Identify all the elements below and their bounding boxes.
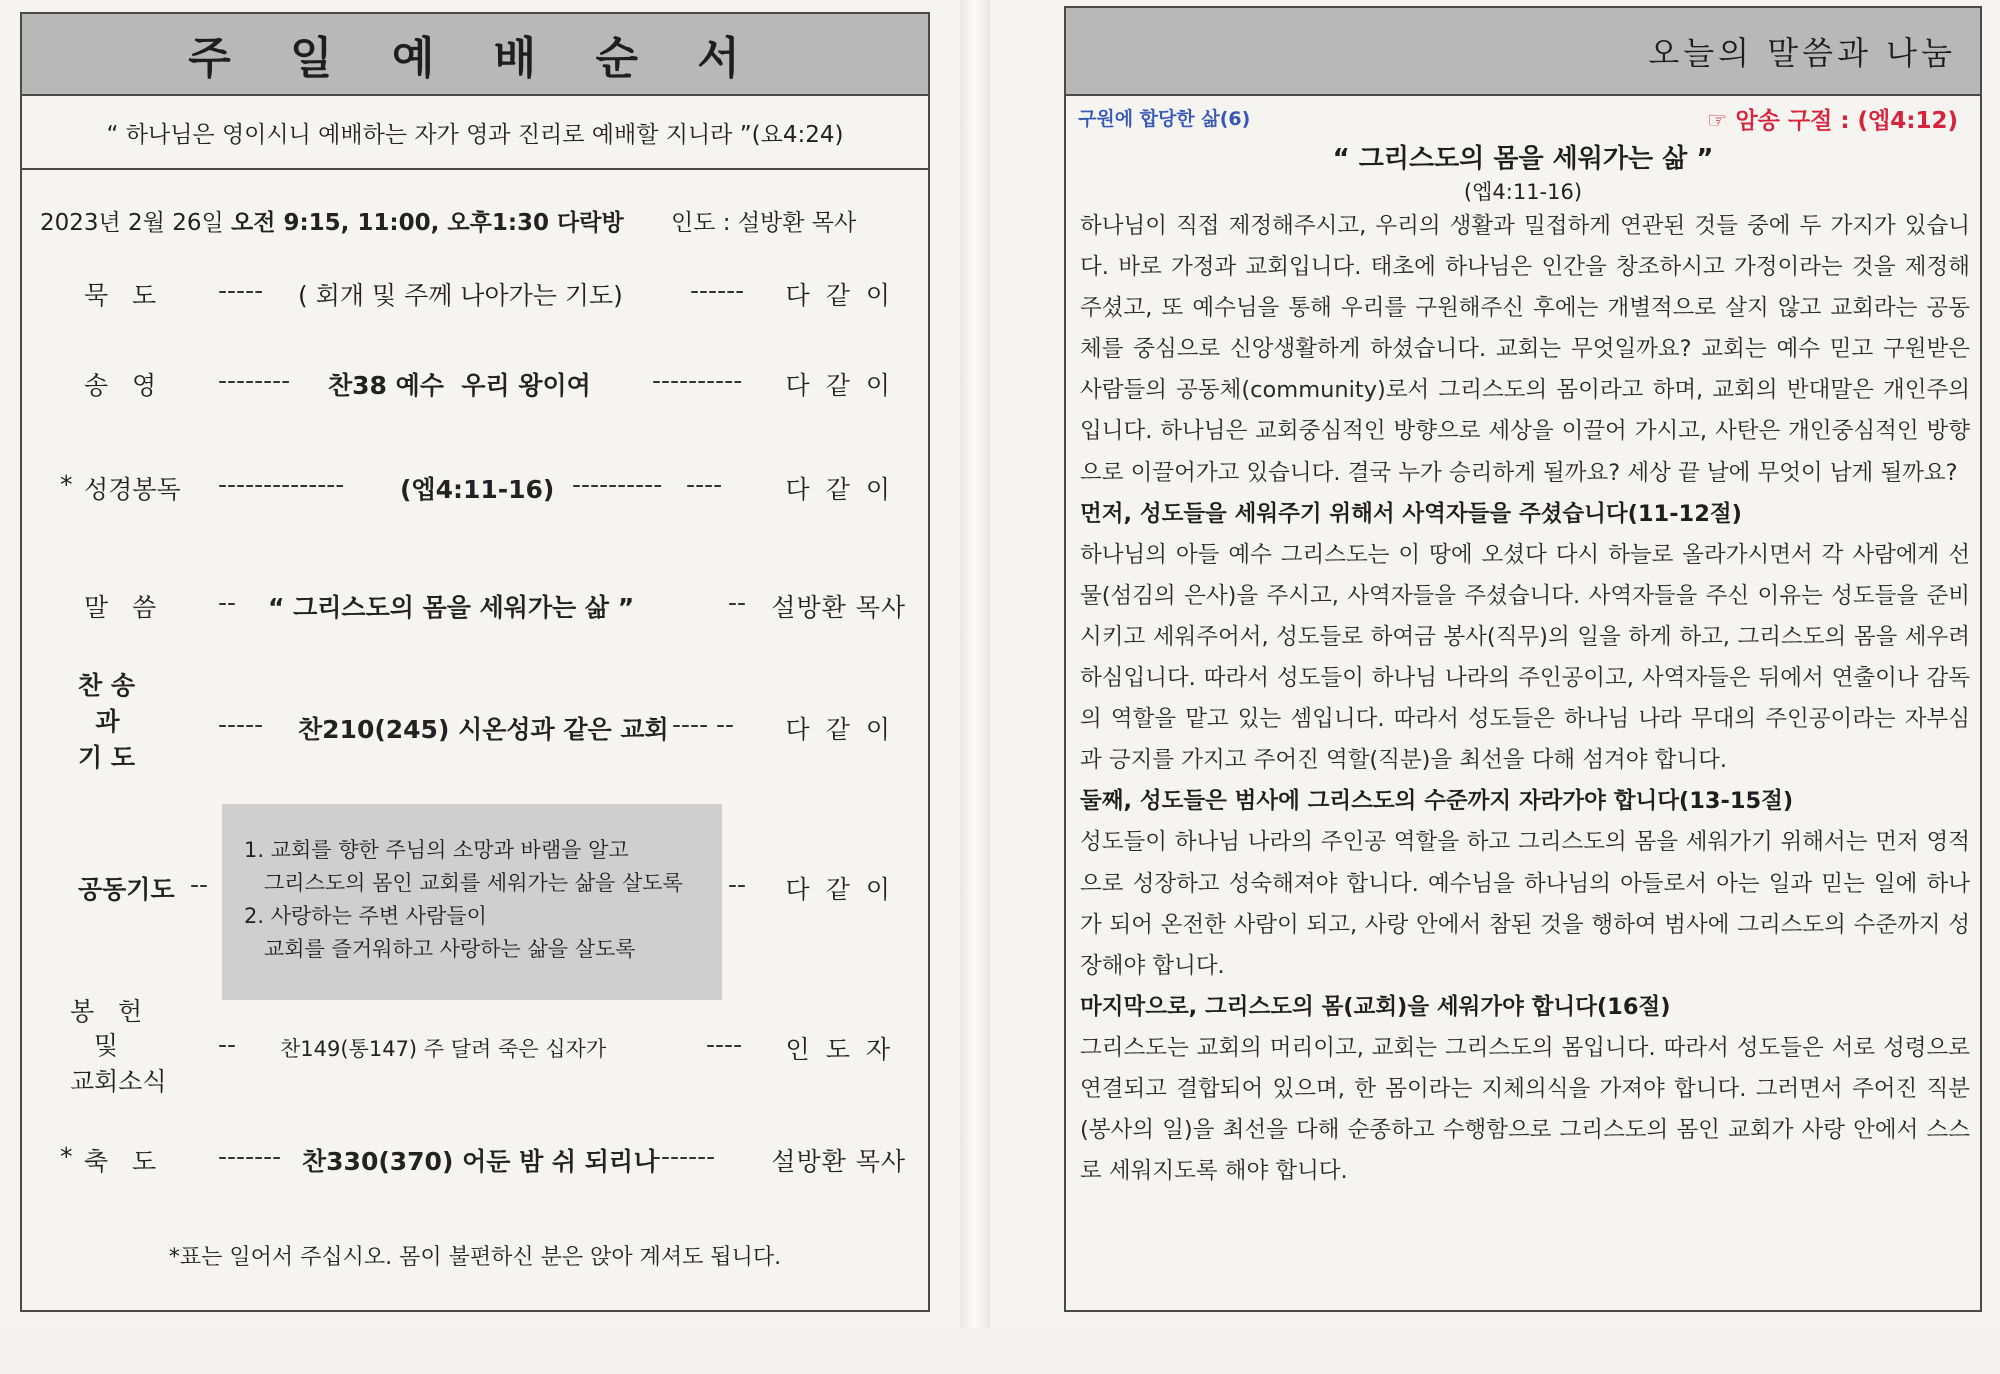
order-performer: 설방환 목사 [771,1147,906,1176]
order-performer: 인도자 [785,1035,906,1064]
sermon-body [1080,206,1970,1192]
order-row-joint-prayer [40,870,920,916]
sermon-series-label: 구원에 합당한 삶(6) [1078,108,1251,130]
dash-leader: -- [728,588,747,617]
order-row-meditation [40,276,920,322]
order-row-hymn [40,710,920,756]
dash-leader: ------- [652,1142,716,1171]
order-label: 성경봉독 [84,475,181,504]
order-item: “ 그리스도의 몸을 세워가는 삶 ” [268,593,635,622]
left-page [0,0,960,1328]
memory-verse: ☞ 암송 구절 : (엡4:12) [1706,108,1958,134]
sermon-point-heading: 마지막으로, 그리스도의 몸(교회)을 세워가야 합니다(16절) [1080,993,1671,1020]
sermon-paragraph: 그리스도는 교회의 머리이고, 교회는 그리스도의 몸입니다. 따라서 성도들은 서로 성령으로 연결되고 결합되어 있으며, 한 몸이라는 지체의식을 가져야 합니다. 그러면서 주어진 직분(봉사의 일)을 최선을 다해 순종하고 수행함으로 그리스도의 몸인 교회가 사랑 안에서 스스로 세워지도록 해야 합니다. [1080,1034,1970,1185]
sermon-title: “ 그리스도의 몸을 세워가는 삶 ” [1332,144,1714,174]
service-leader: 인도 : 설방환 목사 [671,210,857,236]
order-label-offering: 봉 헌 [70,997,143,1026]
order-performer: 다같이 [785,281,906,310]
dash-leader: ---------- [652,366,743,395]
order-item: 찬330(370) 어둔 밤 쉬 되리니 [302,1147,658,1176]
dash-leader: ------ [690,276,745,305]
order-item: 찬38 예수 우리 왕이여 [328,371,591,400]
order-item: 찬210(245) 시온성과 같은 교회 [298,715,669,744]
order-performer: 다같이 [785,371,906,400]
dash-leader: ---------- ---- [572,470,723,499]
sermon-notes-title: 오늘의 말씀과 나눔 [1648,34,1956,72]
joint-prayer-box: 1. 교회를 향한 주님의 소망과 바램을 알고 그리스도의 몸인 교회를 세워가는 삶을 살도록 2. 사랑하는 주변 사람들이 교회를 즐거워하고 사랑하는 삶을 살도록 [222,804,722,1000]
dash-leader: ----- [218,276,264,305]
order-row-offering [40,1030,920,1076]
sermon-point-heading: 먼저, 성도들을 세워주기 위해서 사역자들을 주셨습니다(11-12절) [1080,500,1742,527]
standing-notice: *표는 일어서 주십시오. 몸이 불편하신 분은 앉아 계셔도 됩니다. [168,1245,782,1270]
sermon-notes-header [1066,8,1980,96]
order-item: ( 회개 및 주께 나아가는 기도) [298,281,623,310]
dash-leader: -- [218,588,237,617]
dash-leader: -------- [218,366,291,395]
standing-mark: * [60,470,73,499]
order-performer: 다같이 [785,715,906,744]
order-row-praise [40,366,920,412]
dash-leader: -- [190,870,209,899]
order-label-hymn-prayer: 찬 송 과 기 도 [78,671,136,772]
service-date: 2023년 2월 26일 [40,210,224,236]
scripture-quote: “ 하나님은 영이시니 예배하는 자가 영과 진리로 예배할 지니라 ”(요4:24) [22,96,928,170]
dash-leader: -------------- [218,470,345,499]
dash-leader: -- [218,1030,237,1059]
order-label: 말 씀 [84,593,157,622]
order-item: 찬149(통147) 주 달려 죽은 십자가 [280,1037,607,1061]
order-label: 공동기도 [78,875,175,904]
worship-order-panel [20,12,930,1312]
service-times: 오전 9:15, 11:00, 오후1:30 다락방 [231,210,624,236]
order-row-sermon [40,588,920,634]
service-date-line [40,204,856,237]
sermon-notes-panel [1064,6,1982,1312]
sermon-paragraph: 성도들이 하나님 나라의 주인공 역할을 하고 그리스도의 몸을 세워가기 위해서는 먼저 영적으로 성장하고 성숙해져야 합니다. 예수님을 하나님의 아들로서 아는 일과 믿는 일에 하나가 되어 온전한 사람이 되고, 사랑 안에서 참된 것을 행하여 범사에 그리스도의 수준까지 성장해야 합니다. [1080,829,1970,979]
order-performer: 설방환 목사 [771,593,906,622]
order-row-benediction [40,1142,920,1188]
dash-leader: ----- [218,710,264,739]
order-label: 묵 도 [84,281,157,310]
order-performer: 다같이 [785,875,906,904]
dash-leader: -- [728,870,747,899]
sermon-reference: (엡4:11-16) [1463,180,1583,204]
order-label: 송 영 [84,371,157,400]
order-row-scripture [40,470,920,516]
sermon-paragraph: 하나님의 아들 예수 그리스도는 이 땅에 오셨다 다시 하늘로 올라가시면서 각 사람에게 선물(섬김의 은사)을 주시고, 사역자들을 주셨습니다. 사역자들을 주신 이유는 성도들을 준비시키고 세워주어서, 성도들로 하여금 봉사(직무)의 일을 하게 하고, 그리스도의 몸을 세우려하심입니다. 따라서 성도들이 하나님 나라의 주인공이고, 사역자들은 뒤에서 연출이나 감독의 역할을 맡고 있는 셈입니다. 따라서 성도들은 하나님 나라 무대의 주인공이라는 자부심과 긍지를 가지고 주어진 역할(직분)을 최선을 다해 섬겨야 합니다. [1080,541,1970,774]
dash-leader: ---- [706,1030,743,1059]
order-label-and: 및 [70,1031,118,1060]
order-label: 축 도 [84,1147,157,1176]
dash-leader: ---- -- [672,710,735,739]
order-label-church-news: 교회소식 [70,1067,167,1096]
sermon-paragraph: 하나님이 직접 제정해주시고, 우리의 생활과 밀접하게 연관된 것들 중에 두 가지가 있습니다. 바로 가정과 교회입니다. 태초에 하나님은 인간을 창조하시고 가정이라는 것을 제정해주셨고, 또 예수님을 통해 우리를 구원해주신 후에는 개별적으로 살지 않고 교회라는 공동체를 중심으로 신앙생활하게 하셨습니다. 교회는 무엇일까요? 교회는 예수 믿고 구원받은 사람들의 공동체(community)로서 그리스도의 몸이라고 하며, 교회의 반대말은 개인주의 입니다. 하나님은 교회중심적인 방향으로 세상을 이끌어 가시고, 사탄은 개인중심적인 방향으로 이끌어가고 있습니다. 결국 누가 승리하게 될까요? 세상 끝 날에 무엇이 남게 될까요? [1080,213,1970,486]
worship-order-title: 주 일 예 배 순 서 [22,14,928,96]
dash-leader: ------- [218,1142,282,1171]
page-gutter [960,0,990,1328]
order-item: (엡4:11-16) [400,475,555,504]
standing-mark: * [60,1142,73,1171]
order-performer: 다같이 [785,475,906,504]
sermon-point-heading: 둘째, 성도들은 범사에 그리스도의 수준까지 자라가야 합니다(13-15절) [1080,788,1794,815]
